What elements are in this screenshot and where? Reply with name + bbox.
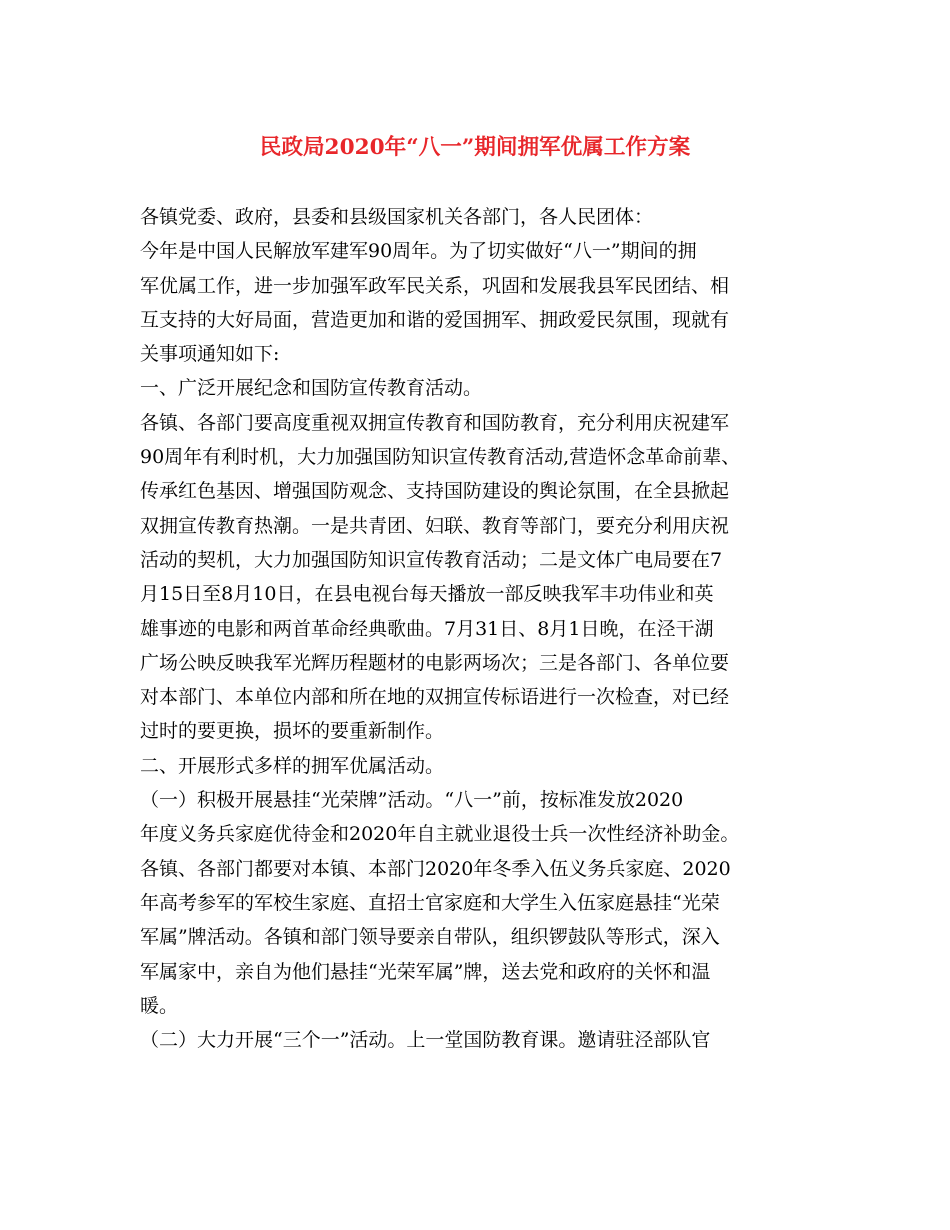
- body-text-line: 一、广泛开展纪念和国防宣传教育活动。: [140, 377, 483, 400]
- body-text-line: （一）积极开展悬挂“光荣牌”活动。“八一”前，按标准发放2020: [140, 789, 684, 812]
- body-text-line: 双拥宣传教育热潮。一是共青团、妇联、教育等部门，要充分利用庆祝: [140, 514, 730, 537]
- body-text-line: 关事项通知如下:: [140, 343, 280, 366]
- document-body: [140, 200, 830, 1057]
- body-text-line: 过时的要更换，损坏的要重新制作。: [140, 720, 445, 743]
- body-text-line: 广场公映反映我军光辉历程题材的电影两场次；三是各部门、各单位要: [140, 651, 730, 674]
- body-text-line: （二）大力开展“三个一”活动。上一堂国防教育课。邀请驻泾部队官: [140, 1029, 711, 1052]
- body-text-line: 90周年有利时机，大力加强国防知识宣传教育活动,营造怀念革命前辈、: [140, 446, 741, 469]
- body-text-line: 军属”牌活动。各镇和部门领导要亲自带队，组织锣鼓队等形式，深入: [140, 926, 720, 949]
- body-text-line: 各镇、各部门都要对本镇、本部门2020年冬季入伍义务兵家庭、2020: [140, 857, 731, 880]
- body-text-line: 对本部门、本单位内部和所在地的双拥宣传标语进行一次检查，对已经: [140, 686, 730, 709]
- body-text-line: 年高考参军的军校生家庭、直招士官家庭和大学生入伍家庭悬挂“光荣: [140, 891, 720, 914]
- body-text-line: 活动的契机，大力加强国防知识宣传教育活动；二是文体广电局要在7: [140, 548, 723, 571]
- body-text-line: 军属家中，亲自为他们悬挂“光荣军属”牌，送去党和政府的关怀和温: [140, 960, 711, 983]
- body-text-line: 各镇、各部门要高度重视双拥宣传教育和国防教育，充分利用庆祝建军: [140, 411, 730, 434]
- body-text-line: 雄事迹的电影和两首革命经典歌曲。7月31日、8月1日晚，在泾干湖: [140, 617, 714, 640]
- body-text-line: 军优属工作，进一步加强军政军民关系，巩固和发展我县军民团结、相: [140, 274, 730, 297]
- body-text-line: 二、开展形式多样的拥军优属活动。: [140, 754, 445, 777]
- body-text-line: 传承红色基因、增强国防观念、支持国防建设的舆论氛围，在全县掀起: [140, 480, 730, 503]
- body-text-line: 年度义务兵家庭优待金和2020年自主就业退役士兵一次性经济补助金。: [140, 823, 740, 846]
- body-text-line: 今年是中国人民解放军建军90周年。为了切实做好“八一”期间的拥: [140, 240, 697, 263]
- document-title: 民政局2020年“八一”期间拥军优属工作方案: [259, 135, 691, 160]
- body-text-line: 月15日至8月10日，在县电视台每天播放一部反映我军丰功伟业和英: [140, 583, 714, 606]
- body-text-line: 各镇党委、政府，县委和县级国家机关各部门，各人民团体：: [140, 206, 654, 228]
- body-text-line: 互支持的大好局面，营造更加和谐的爱国拥军、拥政爱民氛围，现就有: [140, 308, 730, 331]
- body-text-line: 暖。: [140, 994, 179, 1017]
